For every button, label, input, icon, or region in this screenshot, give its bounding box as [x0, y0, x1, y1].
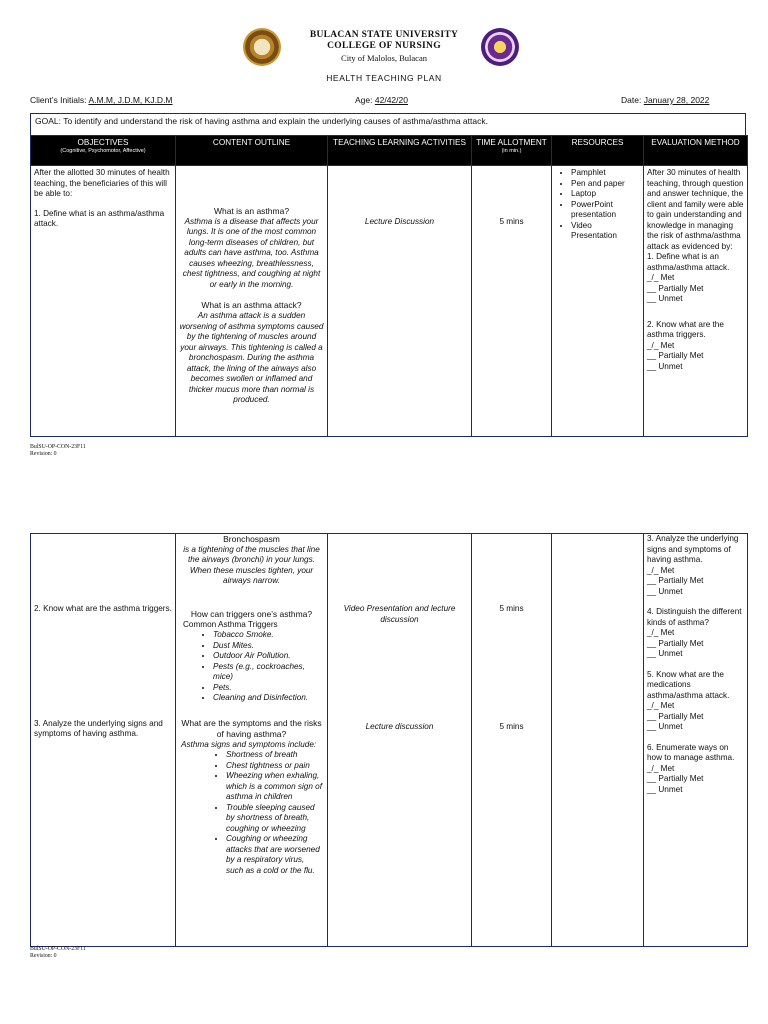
list-item: • Wheezing when exhaling, which is a common sign of asthma in children [226, 771, 322, 803]
form-code: BulSU-OP-CON-23F11 [30, 444, 86, 450]
triggers-title: Common Asthma Triggers [183, 619, 278, 629]
content-answer-attack: An asthma attack is a sudden worsening of asthma symptoms caused by the tightening of muscles around your airways. This tightening is called a bronchospasm. During the asthma attack, the lining of the airways also becomes swollen or inflamed and thicker mucus more than normal is produced. [179, 311, 324, 405]
table-header-row [31, 136, 748, 166]
content-question-attack: What is an asthma attack? [201, 300, 302, 311]
unmet-option: __ Unmet [647, 784, 683, 794]
client-initials [30, 95, 173, 106]
activities-cell [328, 534, 472, 947]
revision-number: Revision: 0 [30, 451, 57, 458]
activity-video-lecture: Video Presentation and lecture discussion [343, 604, 456, 624]
activity-lecture: Lecture Discussion [364, 217, 435, 226]
list-item: • Coughing or wheezing attacks that are worsened by a respiratory virus, such as a cold or the flu. [226, 834, 322, 876]
unmet-option: __ Unmet [647, 361, 683, 371]
col-resources: RESOURCES [552, 136, 644, 166]
evaluation-cell [644, 166, 748, 437]
list-item: • Video Presentation [571, 221, 640, 242]
content-outline-cell [176, 534, 328, 947]
resources-cell [552, 166, 644, 437]
evaluation-item-1: 1. Define what is an asthma/asthma attack. [647, 252, 730, 272]
time-cell [472, 534, 552, 947]
bronchospasm-text: is a tightening of the muscles that line the airways (bronchi) in your lungs. When these muscles tighten, your airways narrow. [183, 544, 320, 586]
triggers-list [179, 630, 324, 704]
teaching-plan-table-page2 [30, 533, 748, 947]
table-row [31, 534, 748, 947]
university-name: BULACAN STATE UNIVERSITY [309, 30, 459, 40]
time-cell [472, 166, 552, 437]
evaluation-item-2: 2. Know what are the asthma triggers. [647, 319, 724, 339]
document-footer [30, 444, 86, 458]
partially-met-option: __ Partially Met [647, 576, 704, 585]
objective-2: 2. Know what are the asthma triggers. [34, 604, 172, 613]
time-value: 5 mins [499, 604, 524, 613]
form-code: BulSU-OP-CON-23F11 [30, 946, 86, 952]
met-option: _/_ Met [647, 701, 675, 710]
time-value: 5 mins [499, 217, 524, 226]
symptoms-question: What are the symptoms and the risks of having asthma? [181, 717, 322, 739]
age-value: 42/42/20 [374, 95, 408, 105]
list-item: • Shortness of breath [226, 750, 322, 761]
list-item: • Trouble sleeping caused by shortness of breath, coughing or wheezing [226, 803, 322, 835]
client-initials-label: Client’s Initials: [30, 95, 87, 105]
partially-met-option: __ Partially Met [647, 351, 704, 360]
list-item: • Tobacco Smoke. [213, 630, 324, 641]
bronchospasm-title: Bronchospasm [223, 534, 280, 544]
col-time-allotment: TIME ALLOTMENT (in min.) [472, 136, 552, 166]
symptoms-intro: Asthma signs and symptoms include: [181, 739, 317, 749]
document-footer [30, 946, 86, 960]
evaluation-cell [644, 534, 748, 947]
date-label: Date: [621, 95, 642, 105]
evaluation-item-3: 3. Analyze the underlying signs and symptoms of having asthma. [647, 534, 739, 564]
list-item: • Pen and paper [571, 179, 640, 190]
objective-1: 1. Define what is an asthma/asthma attack. [34, 208, 165, 228]
list-item: • Pests (e.g., cockroaches, mice) [213, 662, 324, 683]
evaluation-item-5: 5. Know what are the medications asthma/asthma attack. [647, 669, 730, 700]
objectives-cell [31, 534, 176, 947]
goal-statement: GOAL: To identify and understand the risk of having asthma and explain the underlying causes of asthma/asthma attack. [30, 113, 746, 135]
partially-met-option: __ Partially Met [647, 638, 704, 648]
city-line: City of Malolos, Bulacan [341, 53, 427, 63]
evaluation-item-6: 6. Enumerate ways on how to manage asthma. [647, 742, 735, 762]
resources-list [555, 168, 640, 242]
time-value: 5 mins [499, 721, 524, 731]
unmet-option: __ Unmet [647, 586, 683, 596]
page-title: HEALTH TEACHING PLAN [326, 73, 442, 83]
met-option: _/_ Met [647, 763, 675, 773]
content-outline-cell [176, 166, 328, 437]
teaching-plan-table-page1 [30, 135, 748, 437]
activities-cell [328, 166, 472, 437]
client-initials-value: A.M.M, J.D.M, KJ.D.M [88, 95, 173, 105]
list-item: • Chest tightness or pain [226, 761, 322, 772]
revision-number: Revision: 0 [30, 953, 57, 960]
col-teaching-activities: TEACHING LEARNING ACTIVITIES [328, 136, 472, 166]
list-item: • Dust Mites. [213, 641, 324, 652]
objective-intro: After the allotted 30 minutes of health teaching, the beneficiaries of this will be able to: [34, 168, 170, 198]
date-value: January 28, 2022 [643, 95, 710, 105]
objective-3: 3. Analyze the underlying signs and symptoms of having asthma. [34, 718, 163, 738]
met-option: _/_ Met [647, 628, 675, 637]
objectives-cell [31, 166, 176, 437]
list-item: • Cleaning and Disinfection. [213, 693, 324, 704]
university-logo [243, 28, 281, 66]
symptoms-list [179, 750, 324, 876]
list-item: • PowerPoint presentation [571, 200, 640, 221]
col-objectives: OBJECTIVES (Cognitive, Psychomotor, Affective) [31, 136, 176, 166]
age-label: Age: [355, 95, 373, 105]
college-of-nursing-logo [481, 28, 519, 66]
resources-cell [552, 534, 644, 947]
partially-met-option: __ Partially Met [647, 711, 704, 721]
content-question-asthma: What is an asthma? [213, 206, 290, 216]
partially-met-option: __ Partially Met [647, 774, 704, 783]
list-item: • Laptop [571, 189, 640, 200]
list-item: • Pamphlet [571, 168, 640, 179]
college-name: COLLEGE OF NURSING [327, 41, 441, 51]
evaluation-intro: After 30 minutes of health teaching, through question and answer technique, the client and family were able to gain understanding and knowledge in managing the risk of asthma/asthma attack as evidenced by: [647, 168, 744, 251]
col-content-outline: CONTENT OUTLINE [176, 136, 328, 166]
activity-lecture: Lecture discussion [365, 722, 434, 731]
evaluation-item-4: 4. Distinguish the different kinds of asthma? [647, 607, 742, 627]
unmet-option: __ Unmet [647, 649, 683, 658]
content-answer-asthma: Asthma is a disease that affects your lungs. It is one of the most common long-term diseases of children, but adults can have asthma, too. Asthma causes wheezing, breathlessness, chest tightness, and coughing at night or early in the morning. [182, 216, 321, 289]
list-item: • Pets. [213, 683, 324, 694]
met-option: _/_ Met [647, 340, 675, 350]
list-item: • Outdoor Air Pollution. [213, 651, 324, 662]
met-option: _/_ Met [647, 273, 675, 282]
met-option: _/_ Met [647, 565, 675, 575]
table-row [31, 166, 748, 437]
plan-date [621, 95, 709, 106]
partially-met-option: __ Partially Met [647, 283, 704, 293]
triggers-question: How can triggers one’s asthma? [190, 608, 313, 619]
unmet-option: __ Unmet [647, 294, 683, 303]
unmet-option: __ Unmet [647, 722, 683, 731]
client-age [355, 95, 408, 106]
col-evaluation-method: EVALUATION METHOD [644, 136, 748, 166]
